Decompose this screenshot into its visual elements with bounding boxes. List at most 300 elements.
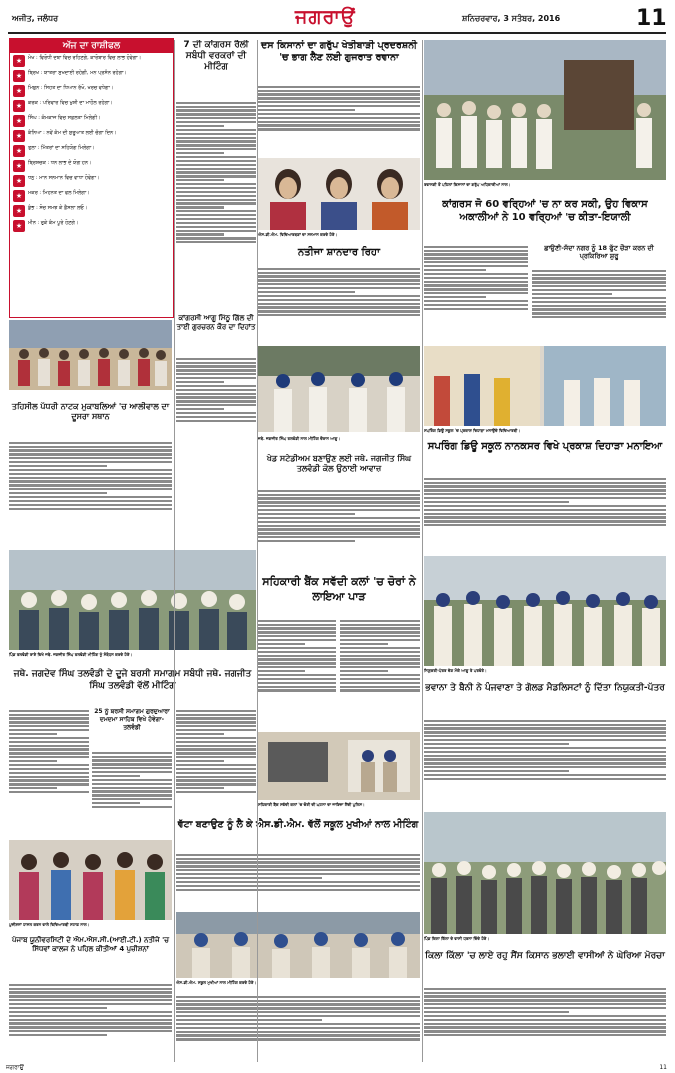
text-line: [9, 760, 57, 762]
text-line: [258, 647, 336, 649]
text-line: [424, 493, 666, 495]
rashifal-text: ਬ੍ਰਿਸ਼ਚਕ : ਧਨ ਲਾਭ ਦੇ ਯੋਗ ਹਨ।: [28, 160, 92, 166]
text-line: [258, 86, 420, 88]
caption-protest: ਪਿੰਡ ਕਿਲਾ ਕਿੱਲਾ ਦੇ ਵਾਸੀ ਧਰਨਾ ਦਿੰਦੇ ਹੋਏ।: [424, 936, 490, 941]
text-line: [258, 105, 420, 107]
text-line: [340, 655, 420, 657]
text-line: [9, 776, 89, 778]
text-line: [9, 783, 89, 785]
masthead-left: ਅਜੀਤ, ਜਲੰਧਰ: [12, 14, 59, 23]
text-line: [176, 230, 256, 232]
footer: [0, 1064, 675, 1073]
text-line: [258, 268, 420, 270]
text-line: [9, 465, 107, 467]
text-line: [176, 113, 256, 115]
text-line: [258, 303, 420, 305]
text-line: [424, 1023, 666, 1025]
zodiac-icon: ★: [13, 115, 25, 127]
text-line: [9, 752, 89, 754]
text-line: [176, 365, 256, 367]
rashifal-item: [13, 190, 170, 202]
text-line: [176, 1031, 420, 1033]
text-line: [340, 670, 388, 672]
text-line: [176, 202, 256, 204]
text-line: [532, 289, 666, 291]
text-line: [176, 858, 420, 860]
text-line: [9, 764, 89, 766]
rashifal-text: ਮੇਖ : ਵਿਰੋਧੀ ਦਬਾ ਵਿਚ ਰਹਿਣਗੇ, ਕਾਰੋਬਾਰ ਵਿਚ ਲਾਭ ਹੋਵੇਗਾ।: [28, 55, 142, 61]
text-line: [92, 771, 172, 773]
rashifal-title: ਅੱਜ ਦਾ ਰਾਸ਼ੀਫਲ: [10, 39, 173, 53]
photo-drama-competition: [9, 320, 172, 390]
text-line: [176, 222, 256, 224]
text-line: [9, 1019, 172, 1021]
caption-talwandi-meeting: ਜਥੇ. ਜਗਜੀਤ ਸਿੰਘ ਤਲਵੰਡੀ ਨਾਲ ਮੀਟਿੰਗ ਦੌਰਾਨ ਆਗੂ।: [258, 436, 341, 441]
caption-village-meeting: ਪਿੰਡ ਤਲਵੰਡੀ ਰਾਏ ਵਿਖੇ ਜਥੇ. ਜਗਜੀਤ ਸਿੰਘ ਤਲਵੰਡੀ ਮੀਟਿੰਗ ਨੂੰ ਸੰਬੋਧਨ ਕਰਦੇ ਹੋਏ।: [9, 652, 133, 657]
text-line: [424, 485, 666, 487]
text-line: [176, 710, 256, 712]
text-line: [176, 416, 256, 418]
text-line: [424, 520, 666, 522]
text-line: [176, 400, 256, 402]
text-line: [9, 717, 89, 719]
text-line: [9, 710, 89, 712]
text-line: [424, 735, 666, 737]
zodiac-icon: ★: [13, 100, 25, 112]
article-congress-development-2: [532, 268, 666, 342]
text-line: [424, 497, 666, 499]
text-line: [424, 250, 528, 252]
headline-congress-rally: 7 ਦੀ ਕਾਂਗਰਸ ਰੈਲੀ ਸਬੰਧੀ ਵਰਕਰਾਂ ਦੀ ਮੀਟਿੰਗ: [183, 40, 249, 72]
text-line: [9, 1022, 172, 1024]
text-line: [340, 647, 420, 649]
text-line: [9, 473, 172, 475]
text-line: [258, 272, 420, 274]
article-stadium: [258, 488, 420, 570]
text-line: [9, 714, 89, 716]
text-line: [258, 275, 420, 277]
text-line: [340, 631, 420, 633]
photo-bank-theft-image: [258, 732, 420, 800]
text-line: [92, 775, 140, 777]
text-line: [176, 117, 256, 119]
text-line: [258, 109, 355, 111]
text-line: [258, 113, 420, 115]
text-line: [424, 478, 666, 480]
rashifal-text: ਮੀਨ : ਰੁਕੇ ਕੰਮ ਪੂਰੇ ਹੋਣਗੇ।: [28, 220, 79, 226]
text-line: [9, 741, 89, 743]
text-line: [424, 273, 528, 275]
text-line: [258, 540, 355, 542]
text-line: [9, 488, 172, 490]
text-line: [176, 1027, 420, 1029]
text-line: [92, 779, 172, 781]
article-bank-theft-2: [340, 618, 420, 728]
zodiac-icon: ★: [13, 160, 25, 172]
text-line: [340, 662, 420, 664]
article-bank-theft-1: [258, 618, 336, 728]
text-line: [9, 991, 172, 993]
text-line: [424, 1034, 666, 1036]
zodiac-icon: ★: [13, 145, 25, 157]
text-line: [176, 393, 256, 395]
text-line: [258, 662, 336, 664]
text-line: [532, 308, 666, 310]
text-line: [9, 480, 172, 482]
text-line: [92, 767, 172, 769]
text-line: [258, 90, 420, 92]
masthead-title: ਜਗਰਾਉਂ: [295, 6, 356, 28]
text-line: [176, 1015, 420, 1017]
text-line: [424, 724, 666, 726]
text-line: [258, 287, 420, 289]
text-line: [424, 489, 666, 491]
rashifal-text: ਕਰਕ : ਪਰਿਵਾਰ ਵਿਚ ਖੁਸ਼ੀ ਦਾ ਮਾਹੌਲ ਰਹੇਗਾ।: [28, 100, 113, 106]
text-line: [9, 504, 172, 506]
text-line: [176, 241, 256, 243]
text-line: [532, 305, 666, 307]
zodiac-icon: ★: [13, 130, 25, 142]
text-line: [258, 528, 420, 530]
text-line: [258, 314, 420, 316]
text-line: [340, 682, 420, 684]
text-line: [92, 759, 172, 761]
text-line: [258, 501, 420, 503]
headline-farmers-gujarat: ਦਸ ਕਿਸਾਨਾਂ ਦਾ ਗਰੁੱਪ ਖੇਤੀਬਾੜੀ ਪ੍ਰਦਰਸ਼ਨੀ 'ਚ ਭਾਗ ਲੈਣ ਲਈ ਗੁਜਰਾਤ ਰਵਾਨਾ: [261, 40, 417, 63]
text-line: [258, 674, 336, 676]
text-line: [176, 865, 420, 867]
text-line: [424, 1011, 569, 1013]
text-line: [9, 1034, 107, 1036]
text-line: [9, 999, 172, 1001]
text-line: [176, 1011, 420, 1013]
text-line: [176, 420, 256, 422]
text-line: [340, 639, 420, 641]
text-line: [340, 686, 420, 688]
text-line: [176, 233, 224, 235]
text-line: [424, 482, 666, 484]
text-line: [9, 442, 172, 444]
text-line: [9, 768, 89, 770]
text-line: [258, 651, 336, 653]
article-sdm-more: [176, 994, 420, 1062]
caption-bank-theft: ਸਹਿਕਾਰੀ ਬੈਂਕ ਸਵੱਦੀ ਕਲਾਂ 'ਚ ਚੋਰੀ ਦੀ ਘਟਨਾ ਦਾ ਜਾਇਜ਼ਾ ਲੈਂਦੀ ਪੁਲਿਸ।: [258, 802, 365, 807]
photo-college-students-image: [9, 840, 172, 920]
text-line: [176, 741, 256, 743]
text-line: [258, 631, 336, 633]
footer-left: ਜਗਰਾਉਂ: [6, 1064, 24, 1071]
headline-spring-dew: ਸਪਰਿੰਗ ਡਿਊ ਸਕੂਲ ਨਾਨਕਸਰ ਵਿਖੇ ਪ੍ਰਕਾਸ਼ ਦਿਹਾੜਾ ਮਨਾਇਆ: [427, 441, 663, 452]
headline-appointment: ਭਵਾਨਾ ਤੇ ਬੈਨੀ ਨੇ ਪੰਜਵਾਣਾ ਤੇ ਗੋਲਡ ਮੈਡਲਿਸਟਾਂ ਨੂੰ ਦਿੱਤਾ ਨਿਯੁਕਤੀ-ਪੱਤਰ: [425, 683, 665, 693]
photo-sdm-meeting-image: [176, 912, 420, 978]
text-line: [176, 889, 420, 891]
article-spring-dew: [424, 476, 666, 552]
rashifal-item: [13, 130, 170, 142]
text-line: [258, 295, 420, 297]
text-line: [92, 787, 172, 789]
text-line: [258, 686, 336, 688]
footer-right: 11: [659, 1064, 667, 1071]
text-line: [176, 1034, 420, 1036]
text-line: [9, 461, 172, 463]
text-line: [340, 627, 420, 629]
zodiac-icon: ★: [13, 85, 25, 97]
article-barsi-meeting-3: [176, 708, 256, 836]
text-line: [258, 655, 336, 657]
photo-appointment-image: [424, 556, 666, 666]
headline-congress-development: ਕਾਂਗਰਸ ਜੋ 60 ਵਰ੍ਹਿਆਂ 'ਚ ਨਾ ਕਰ ਸਕੀ, ਉਹ ਵਿਕਾਸ ਅਕਾਲੀਆਂ ਨੇ 10 ਵਰ੍ਹਿਆਂ 'ਚ ਕੀਤਾ-ਇਯਾਲੀ: [442, 199, 648, 223]
text-line: [258, 670, 305, 672]
headline-sdm-meeting: ਵੱਟਾ ਬਣਾਉਣ ਨੂੰ ਲੈ ਕੇ ਐਸ.ਡੀ.ਐਮ. ਵੱਲੋਂ ਸਕੂਲ ਮੁਖੀਆਂ ਨਾਲ ਮੀਟਿੰਗ: [177, 819, 419, 830]
text-line: [176, 144, 256, 146]
photo-village-meeting-image: [9, 550, 256, 650]
text-line: [424, 1026, 666, 1028]
text-line: [258, 682, 336, 684]
rashifal-text: ਕੁੰਭ : ਸੋਚ ਸਮਝ ਕੇ ਫ਼ੈਸਲਾ ਲਓ।: [28, 205, 88, 211]
text-line: [9, 779, 89, 781]
article-drama: [9, 440, 172, 546]
text-line: [532, 297, 666, 299]
text-line: [532, 316, 666, 318]
zodiac-icon: ★: [13, 175, 25, 187]
text-line: [9, 1015, 172, 1017]
text-line: [176, 1003, 420, 1005]
text-line: [340, 678, 420, 680]
text-line: [176, 756, 256, 758]
text-line: [176, 783, 256, 785]
rashifal-list: [10, 53, 173, 237]
text-line: [424, 524, 666, 526]
text-line: [340, 658, 420, 660]
text-line: [176, 106, 256, 108]
rashifal-item: [13, 205, 170, 217]
text-line: [176, 148, 256, 150]
text-line: [9, 1026, 172, 1028]
article-appointment: [424, 718, 666, 808]
text-line: [176, 369, 256, 371]
text-line: [176, 237, 256, 239]
text-line: [176, 873, 420, 875]
text-line: [258, 279, 420, 281]
text-line: [9, 500, 172, 502]
text-line: [176, 717, 256, 719]
text-line: [176, 1019, 322, 1021]
text-line: [176, 152, 224, 154]
text-line: [258, 490, 420, 492]
text-line: [176, 729, 256, 731]
text-line: [424, 751, 666, 753]
article-barsi-meeting-2: [92, 750, 172, 836]
text-line: [424, 308, 528, 310]
text-line: [258, 639, 336, 641]
text-line: [258, 93, 420, 95]
text-line: [258, 536, 420, 538]
text-line: [176, 760, 224, 762]
text-line: [176, 861, 420, 863]
text-line: [176, 129, 256, 131]
text-line: [424, 739, 666, 741]
text-line: [176, 404, 256, 406]
text-line: [340, 635, 420, 637]
text-line: [424, 257, 528, 259]
text-line: [9, 484, 172, 486]
text-line: [176, 877, 322, 879]
text-line: [258, 505, 420, 507]
text-line: [92, 752, 172, 754]
text-line: [258, 678, 336, 680]
text-line: [176, 714, 256, 716]
text-line: [424, 758, 666, 760]
text-line: [424, 300, 528, 302]
text-line: [9, 721, 89, 723]
text-line: [9, 729, 89, 731]
text-line: [176, 1023, 420, 1025]
rashifal-text: ਬ੍ਰਿਖ : ਯਾਤਰਾ ਸੁਖਦਾਈ ਰਹੇਗੀ, ਮਨ ਪ੍ਰਸੰਨ ਰਹੇਗਾ।: [28, 70, 127, 76]
text-line: [176, 377, 256, 379]
text-line: [532, 285, 666, 287]
rashifal-box: [9, 38, 174, 318]
text-line: [532, 270, 666, 272]
text-line: [9, 1003, 172, 1005]
text-line: [176, 787, 224, 789]
text-line: [424, 727, 666, 729]
text-line: [176, 996, 420, 998]
text-line: [9, 492, 107, 494]
text-line: [176, 195, 256, 197]
text-line: [176, 183, 256, 185]
rashifal-text: ਕੰਨਿਆ : ਨਵੇਂ ਕੰਮ ਦੀ ਸ਼ੁਰੂਆਤ ਲਈ ਚੰਗਾ ਦਿਨ।: [28, 130, 117, 136]
text-line: [92, 790, 172, 792]
text-line: [258, 620, 336, 622]
text-line: [424, 731, 666, 733]
text-line: [176, 768, 256, 770]
text-line: [424, 778, 666, 780]
text-line: [9, 457, 172, 459]
text-line: [258, 513, 355, 515]
text-line: [9, 1030, 172, 1032]
text-line: [9, 748, 89, 750]
text-line: [9, 508, 172, 510]
text-line: [9, 756, 89, 758]
text-line: [9, 995, 172, 997]
text-line: [258, 306, 420, 308]
text-line: [424, 1015, 666, 1017]
text-line: [9, 1011, 172, 1013]
text-line: [176, 191, 256, 193]
text-line: [258, 121, 420, 123]
rashifal-item: [13, 145, 170, 157]
text-line: [176, 171, 256, 173]
text-line: [424, 281, 528, 283]
text-line: [258, 509, 420, 511]
text-line: [532, 274, 666, 276]
text-line: [176, 745, 256, 747]
article-protest: [424, 986, 666, 1062]
text-line: [9, 737, 89, 739]
masthead: [0, 0, 675, 36]
text-line: [9, 477, 172, 479]
headline-bank-theft: ਸਹਿਕਾਰੀ ਬੈਂਕ ਸਵੱਦੀ ਕਲਾਂ 'ਚ ਚੋਰਾਂ ਨੇ ਲਾਇਆ ਪਾੜ: [262, 575, 416, 603]
text-line: [424, 516, 666, 518]
page-number: 11: [636, 6, 667, 31]
text-line: [9, 496, 172, 498]
article-congress-rally: [176, 100, 256, 310]
text-line: [532, 281, 666, 283]
photo-sdm-meeting: [176, 912, 420, 978]
column-rule: [174, 40, 175, 1062]
text-line: [9, 772, 89, 774]
text-line: [424, 995, 666, 997]
text-line: [424, 992, 666, 994]
photo-talwandi-meeting: [258, 346, 420, 432]
text-line: [424, 766, 666, 768]
text-line: [9, 984, 172, 986]
text-line: [176, 733, 224, 735]
photo-drama-competition-image: [9, 320, 172, 390]
text-line: [176, 748, 256, 750]
headline-protest: ਕਿਲਾ ਕਿੱਲਾ 'ਚ ਲਾਏ ਰਹੁ ਸੈਂਸ ਕਿਸਾਨ ਭਲਾਈ ਵਾਸੀਆਂ ਨੇ ਘੇਰਿਆ ਮੋਰਚਾ: [425, 951, 665, 961]
text-line: [258, 310, 420, 312]
photo-protest: [424, 812, 666, 934]
text-line: [258, 494, 420, 496]
text-line: [92, 783, 172, 785]
text-line: [424, 774, 666, 776]
text-line: [258, 521, 420, 523]
text-line: [176, 210, 256, 212]
text-line: [176, 109, 256, 111]
masthead-date: ਸ਼ਨਿਚਰਵਾਰ, 3 ਸਤੰਬਰ, 2016: [462, 14, 561, 23]
text-line: [176, 206, 224, 208]
rashifal-item: [13, 55, 170, 67]
subheadline-road-widening: ਛਾਉਣੀ-ਸੱਦਾ ਨਗਰ ਨੂੰ 18 ਫੁੱਟ ਚੌੜਾ ਕਰਨ ਦੀ ਪ੍ਰਕਿਰਿਆ ਸ਼ੁਰੂ: [544, 244, 654, 260]
text-line: [9, 745, 89, 747]
rashifal-text: ਤੁਲਾ : ਮਿੱਤਰਾਂ ਦਾ ਸਹਿਯੋਗ ਮਿਲੇਗਾ।: [28, 145, 95, 151]
rashifal-item: [13, 85, 170, 97]
text-line: [176, 725, 256, 727]
photo-protest-image: [424, 812, 666, 934]
text-line: [424, 1007, 666, 1009]
text-line: [9, 733, 57, 735]
masthead-rule: [8, 32, 666, 34]
headline-drama: ਤਹਿਸੀਲ ਪੱਧਰੀ ਨਾਟਕ ਮੁਕਾਬਲਿਆਂ 'ਚ ਆਲੀਵਾਲ ਦਾ ਦੂਸਰਾ ਸਥਾਨ: [11, 402, 170, 421]
text-line: [9, 446, 172, 448]
text-line: [176, 381, 224, 383]
photo-students-image: [258, 158, 420, 230]
text-line: [176, 752, 256, 754]
text-line: [340, 674, 420, 676]
text-line: [176, 179, 224, 181]
article-barsi-meeting-1: [9, 708, 89, 836]
caption-farmers-group: ਰਵਾਨਗੀ ਤੋਂ ਪਹਿਲਾਂ ਕਿਸਾਨਾਂ ਦਾ ਗਰੁੱਪ ਅਧਿਕਾਰੀਆਂ ਨਾਲ।: [424, 182, 511, 187]
text-line: [532, 293, 612, 295]
text-line: [176, 362, 256, 364]
text-line: [258, 532, 420, 534]
text-line: [92, 794, 172, 796]
text-line: [176, 1000, 420, 1002]
text-line: [92, 798, 172, 800]
text-line: [176, 218, 256, 220]
text-line: [424, 743, 569, 745]
photo-bank-theft: [258, 732, 420, 800]
text-line: [176, 385, 256, 387]
text-line: [176, 102, 256, 104]
text-line: [424, 1019, 666, 1021]
headline-stadium: ਖੇਡ ਸਟੇਡੀਅਮ ਬਣਾਉਣ ਲਈ ਜਥੇ. ਜਗਜੀਤ ਸਿੰਘ ਤਲਵੰਡੀ ਕੋਲ ਉਠਾਈ ਆਵਾਜ਼: [266, 454, 412, 473]
text-line: [176, 160, 256, 162]
zodiac-icon: ★: [13, 55, 25, 67]
text-line: [340, 620, 420, 622]
text-line: [258, 689, 336, 691]
